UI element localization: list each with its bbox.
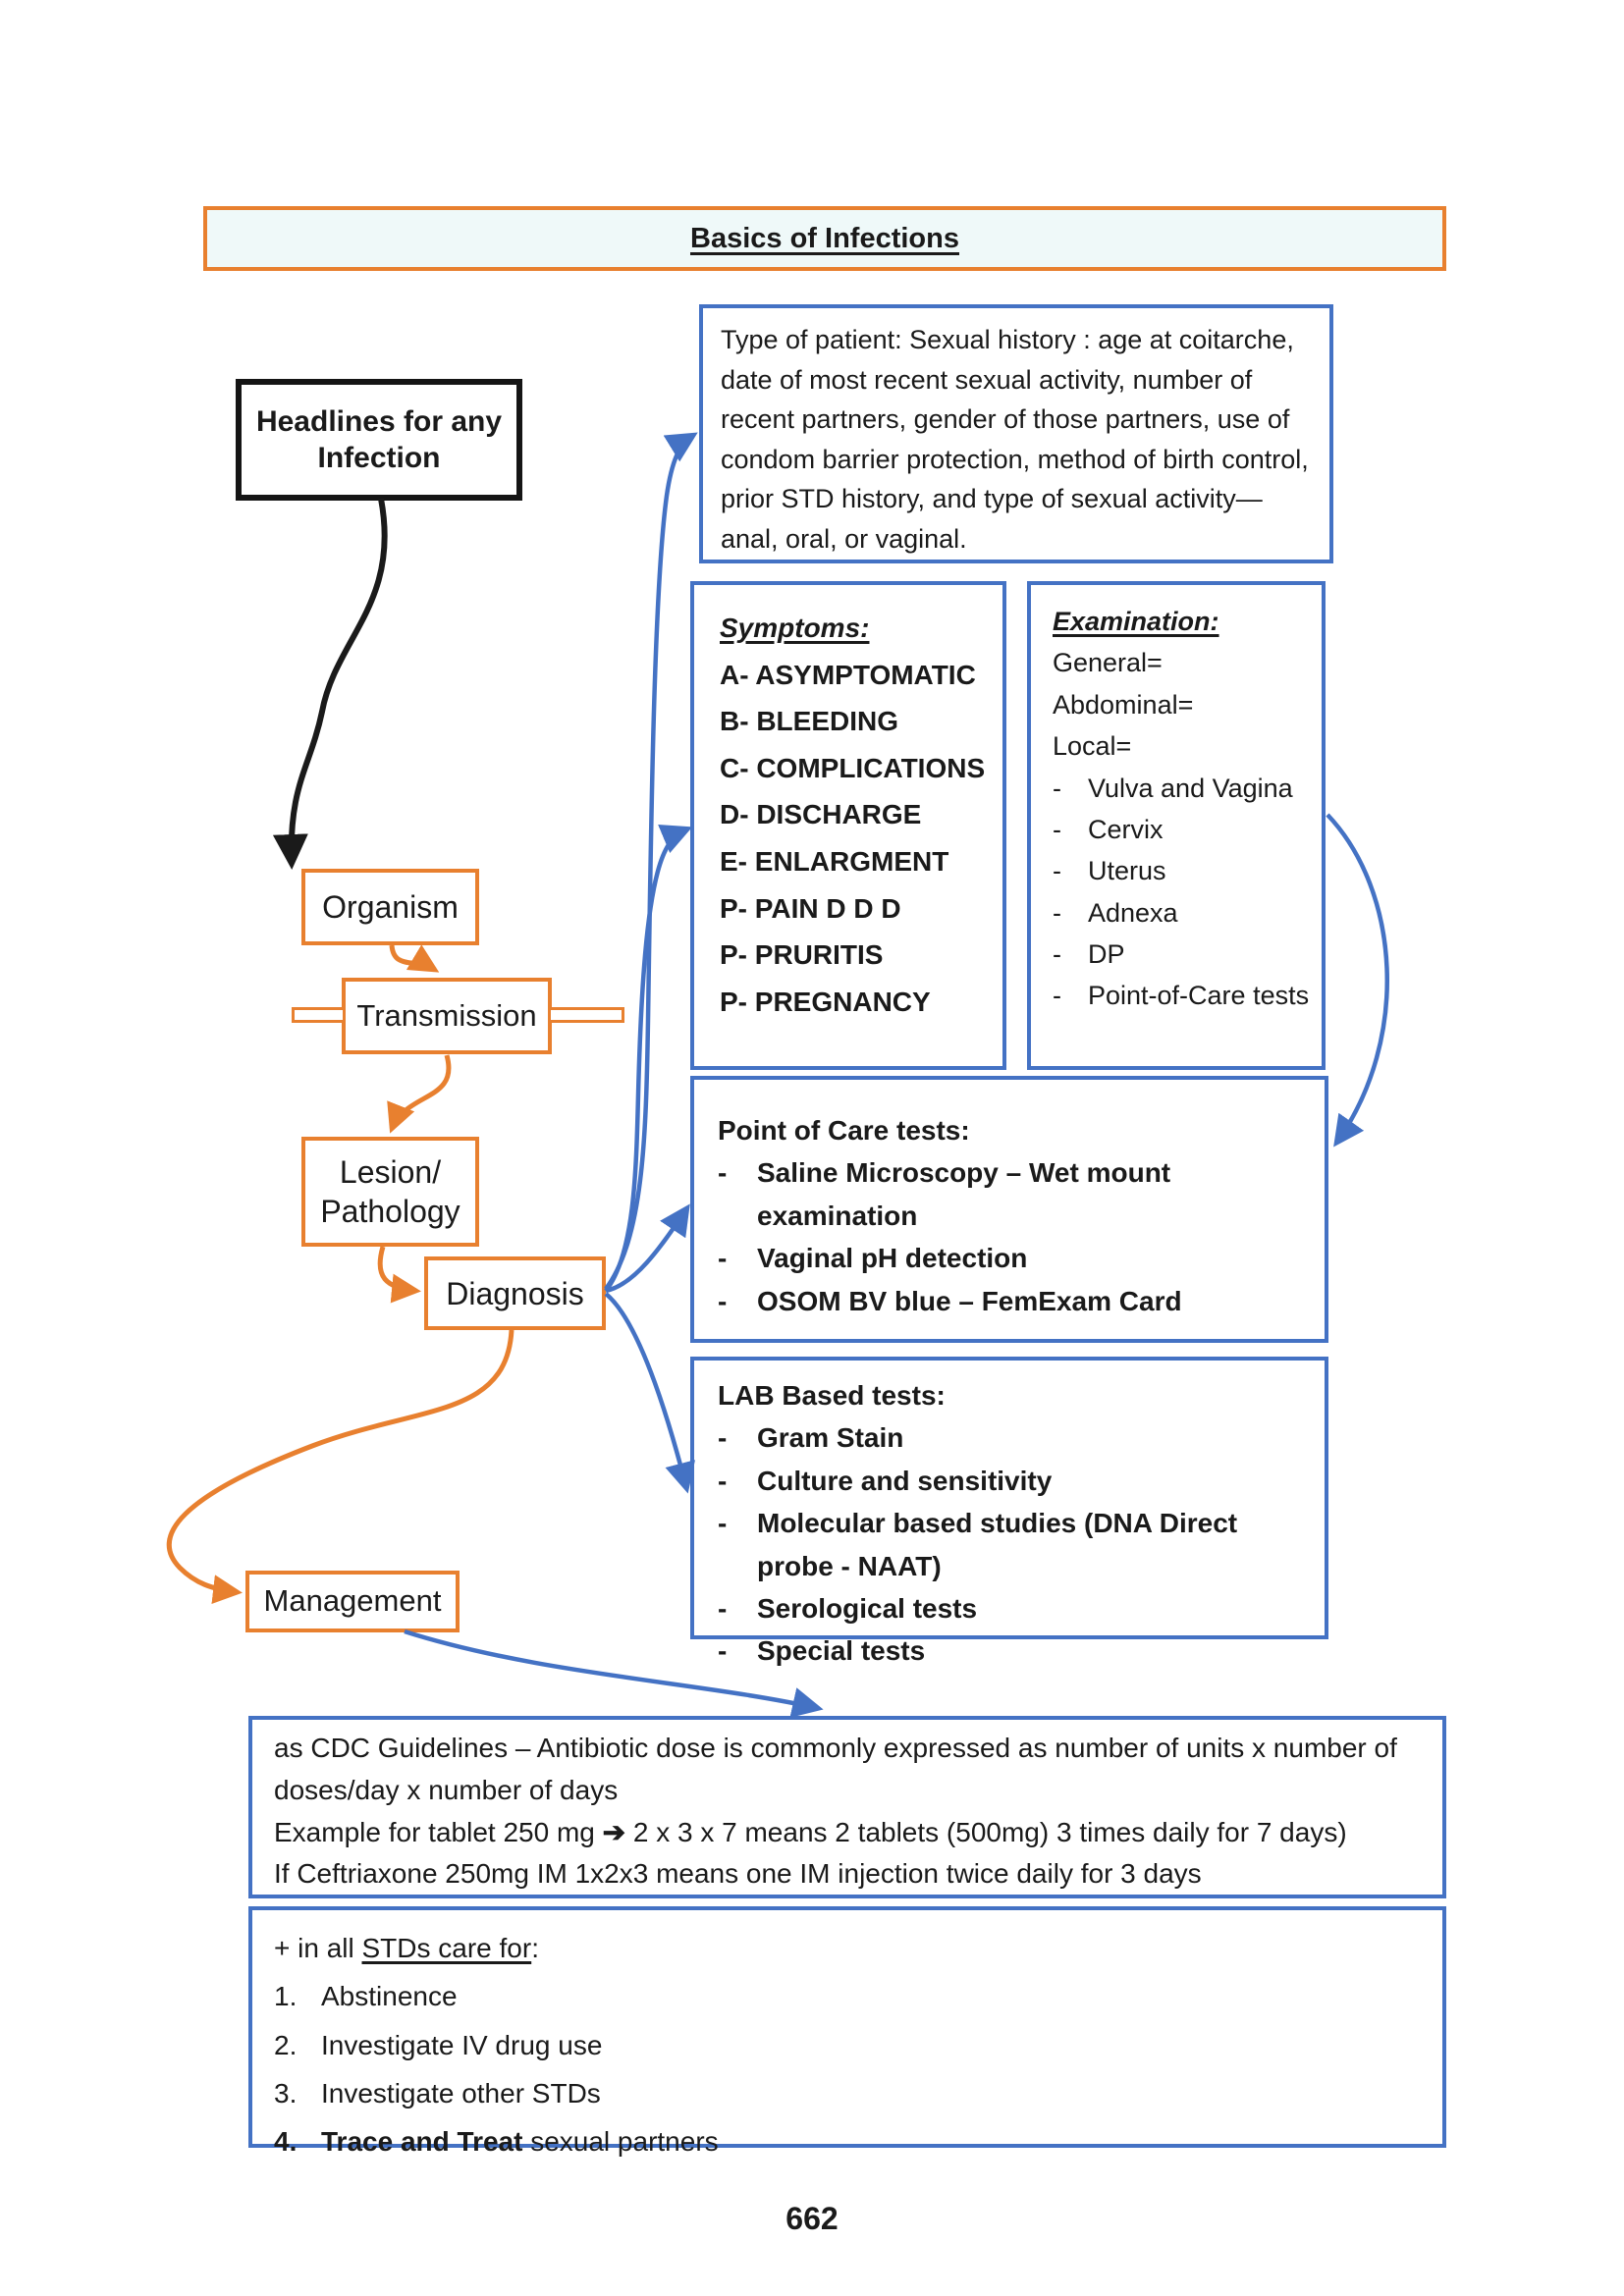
symptoms-box — [690, 581, 1006, 1070]
examination-bullet: - Cervix — [1053, 809, 1318, 850]
stds-care-box — [248, 1906, 1446, 2158]
point-of-care-bullet: - Vaginal pH detection — [718, 1237, 1307, 1279]
title-banner — [203, 206, 1446, 271]
stds-item: 3. Investigate other STDs — [274, 2077, 601, 2109]
lab-tests-bullet: - Gram Stain — [718, 1416, 1307, 1459]
examination-bullet: - DP — [1053, 934, 1318, 975]
bullet-dash: - — [718, 1635, 728, 1667]
symptoms-item: A- ASYMPTOMATIC — [720, 659, 976, 690]
transmission-left-tab — [292, 1007, 346, 1023]
type-of-patient-box — [699, 304, 1333, 563]
arrow-transmission-to-lesion — [392, 1055, 449, 1129]
arrow-lesion-to-diagnosis — [380, 1247, 416, 1291]
bullet-dash: - — [1053, 897, 1061, 928]
symptoms-title: Symptoms: — [720, 613, 870, 643]
bullet-dash: - — [718, 1157, 728, 1189]
headlines-label: Headlines for any Infection — [255, 404, 503, 474]
bullet-dash: - — [718, 1285, 728, 1316]
stds-item: 2. Investigate IV drug use — [274, 2029, 603, 2060]
symptoms-item: P- PREGNANCY — [720, 986, 931, 1017]
flow-node-organism: Organism — [301, 869, 479, 945]
lab-tests-bullet: - Special tests — [718, 1629, 1307, 1672]
cdc-line2: Example for tablet 250 mg ➔ 2 x 3 x 7 means 2 tablets (500mg) 3 times daily for 7 days) — [274, 1816, 1347, 1847]
point-of-care-bullet: - OSOM BV blue – FemExam Card — [718, 1280, 1307, 1322]
arrow-examination-to-point-of-care — [1327, 815, 1387, 1142]
flow-node-diagnosis: Diagnosis — [424, 1256, 606, 1330]
stds-item: 1. Abstinence — [274, 1981, 458, 2012]
examination-title: Examination: — [1053, 607, 1219, 636]
cdc-line1: as CDC Guidelines – Antibiotic dose is commonly expressed as number of units x number of doses/day x number of days — [274, 1733, 1397, 1805]
cdc-line3: If Ceftriaxone 250mg IM 1x2x3 means one IM injection twice daily for 3 days — [274, 1858, 1202, 1890]
examination-line: Abdominal= — [1053, 689, 1194, 720]
bullet-dash: - — [1053, 856, 1061, 886]
bullet-dash: - — [718, 1508, 728, 1539]
lab-tests-bullet: - Serological tests — [718, 1587, 1307, 1629]
examination-line: General= — [1053, 648, 1163, 678]
flow-node-management: Management — [245, 1571, 460, 1632]
symptoms-item: B- BLEEDING — [720, 706, 898, 737]
cdc-guidelines-box — [248, 1716, 1446, 1898]
arrow-diagnosis-to-management — [169, 1330, 512, 1592]
arrow-diagnosis-to-type-of-patient — [606, 436, 692, 1289]
flow-node-lesion-pathology: Lesion/ Pathology — [301, 1137, 479, 1247]
type-of-patient-text: Type of patient: Sexual history : age at coitarche, date of most recent sexual activity, number of recent partners, gender of those partners, use of condom barrier protection, method of birth control, prior STD history, and type of sexual activity—anal, oral, or vaginal. — [721, 325, 1309, 554]
examination-line: Local= — [1053, 731, 1132, 762]
symptoms-item: P- PAIN D D D — [720, 892, 901, 924]
transmission-right-tab — [548, 1007, 624, 1023]
bullet-dash: - — [1053, 981, 1061, 1011]
symptoms-item: E- ENLARGMENT — [720, 845, 949, 877]
bullet-dash: - — [1053, 814, 1061, 844]
point-of-care-bullet: - Saline Microscopy – Wet mount examination — [718, 1151, 1307, 1237]
bullet-dash: - — [718, 1422, 728, 1454]
stds-item-4: 4. Trace and Treat sexual partners — [274, 2126, 719, 2158]
page-title: Basics of Infections — [690, 222, 959, 254]
headlines-box — [236, 379, 522, 501]
flow-node-transmission: Transmission — [342, 978, 552, 1054]
arrow-diagnosis-to-lab — [606, 1294, 686, 1487]
lab-tests-bullet: - Culture and sensitivity — [718, 1460, 1307, 1502]
symptoms-item: C- COMPLICATIONS — [720, 752, 986, 783]
arrow-organism-to-transmission — [392, 945, 435, 970]
bullet-dash: - — [718, 1243, 728, 1274]
examination-bullet: - Uterus — [1053, 850, 1318, 891]
point-of-care-title: Point of Care tests: — [718, 1115, 970, 1146]
examination-bullet: - Point-of-Care tests — [1053, 975, 1318, 1016]
lab-tests-bullet: - Molecular based studies (DNA Direct probe - NAAT) — [718, 1502, 1307, 1587]
examination-bullet: - Vulva and Vagina — [1053, 768, 1318, 809]
symptoms-item: D- DISCHARGE — [720, 799, 922, 830]
arrow-headlines-to-organism — [292, 499, 385, 864]
page-number: 662 — [785, 2201, 839, 2236]
bullet-dash: - — [718, 1592, 728, 1624]
bullet-dash: - — [1053, 939, 1061, 969]
arrow-diagnosis-to-point-of-care — [606, 1209, 686, 1291]
examination-bullet: - Adnexa — [1053, 892, 1318, 934]
lab-tests-box — [690, 1357, 1328, 1667]
point-of-care-box — [690, 1076, 1328, 1343]
stds-title: + in all STDs care for: — [274, 1933, 539, 1963]
right-arrow-icon: ➔ — [602, 1816, 626, 1847]
bullet-dash: - — [718, 1465, 728, 1496]
symptoms-item: P- PRURITIS — [720, 939, 884, 971]
examination-box — [1027, 581, 1326, 1070]
bullet-dash: - — [1053, 773, 1061, 803]
lab-tests-title: LAB Based tests: — [718, 1380, 946, 1411]
arrow-diagnosis-to-symptoms — [606, 829, 686, 1291]
